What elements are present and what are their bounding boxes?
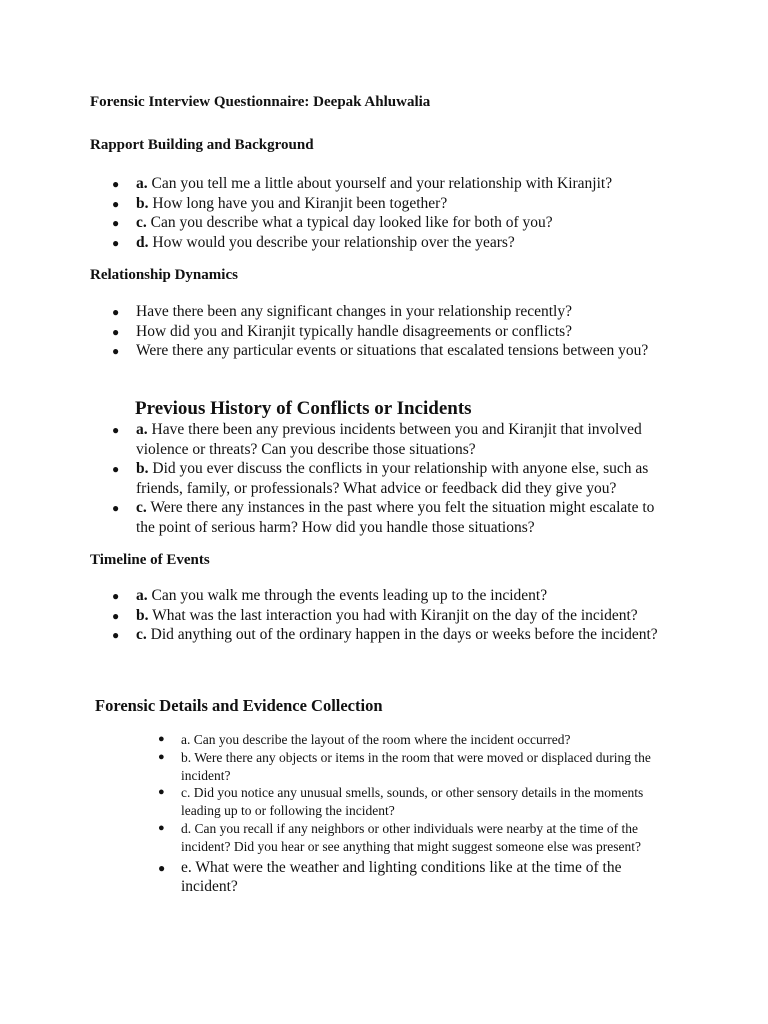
bullet-icon: ● <box>158 750 165 763</box>
section-heading: Relationship Dynamics <box>90 267 238 283</box>
bullet-icon: ● <box>112 216 120 231</box>
question-list <box>112 586 682 645</box>
list-item: ● a. Can you walk me through the events leading up to the incident? <box>112 586 682 606</box>
list-item: ● a. Have there been any previous incidents between you and Kiranjit that involved violence or threats? Can you describe those situations? <box>112 421 642 458</box>
bullet-icon: ● <box>112 324 120 339</box>
list-item: ● c. Were there any instances in the past where you felt the situation might escalate to the point of serious harm? How did you handle those situations? <box>112 499 655 536</box>
question-list <box>112 420 672 538</box>
question-list <box>112 302 732 361</box>
bullet-icon: ● <box>112 235 120 250</box>
bullet-icon: ● <box>158 733 165 745</box>
bullet-icon: ● <box>112 305 120 319</box>
list-item: ● b. Did you ever discuss the conflicts in your relationship with anyone else, such as friends, family, or professionals? What advice or feedback did they give you? <box>112 460 649 497</box>
list-item: ● b. How long have you and Kiranjit been together? <box>112 194 712 214</box>
bullet-icon: ● <box>112 501 120 516</box>
list-item: ● c. Can you describe what a typical day looked like for both of you? <box>112 213 712 233</box>
list-item: ● Have there been any significant changes in your relationship recently? <box>112 302 732 322</box>
bullet-icon: ● <box>112 462 120 477</box>
list-item: ● e. What were the weather and lighting conditions like at the time of the incident? <box>158 858 622 896</box>
bullet-icon: ● <box>112 608 120 623</box>
list-item: ● b. What was the last interaction you had with Kiranjit on the day of the incident? <box>112 606 682 626</box>
bullet-icon: ● <box>158 860 166 875</box>
document-title: Forensic Interview Questionnaire: Deepak Ahluwalia <box>90 94 431 110</box>
list-item: ● d. Can you recall if any neighbors or other individuals were nearby at the time of the incident? Did you hear or see anything that might suggest someone else was present? <box>158 820 642 854</box>
section-heading: Rapport Building and Background <box>90 137 314 153</box>
list-item: ● b. Were there any objects or items in the room that were moved or displaced during the incident? <box>158 749 651 783</box>
bullet-icon: ● <box>158 786 165 799</box>
list-item: ● How did you and Kiranjit typically handle disagreements or conflicts? <box>112 322 732 342</box>
section-heading: Timeline of Events <box>90 552 210 568</box>
list-item: ● a. Can you describe the layout of the room where the incident occurred? <box>158 732 571 747</box>
list-item: ● c. Did you notice any unusual smells, sounds, or other sensory details in the moments leading up to or following the incident? <box>158 785 644 819</box>
bullet-icon: ● <box>112 628 120 643</box>
bullet-icon: ● <box>158 821 165 834</box>
list-item: ● d. How would you describe your relationship over the years? <box>112 233 712 253</box>
section-heading: Forensic Details and Evidence Collection <box>95 696 383 715</box>
bullet-icon: ● <box>112 589 120 603</box>
question-list <box>112 174 712 252</box>
list-item: ● Were there any particular events or situations that escalated tensions between you? <box>112 341 732 361</box>
bullet-icon: ● <box>112 344 120 359</box>
question-list <box>158 731 673 897</box>
section-heading: Previous History of Conflicts or Incidents <box>135 398 472 419</box>
bullet-icon: ● <box>112 196 120 211</box>
list-item: ● c. Did anything out of the ordinary happen in the days or weeks before the incident? <box>112 625 682 645</box>
bullet-icon: ● <box>112 423 120 437</box>
list-item: ● a. Can you tell me a little about yourself and your relationship with Kiranjit? <box>112 174 712 194</box>
bullet-icon: ● <box>112 177 120 191</box>
